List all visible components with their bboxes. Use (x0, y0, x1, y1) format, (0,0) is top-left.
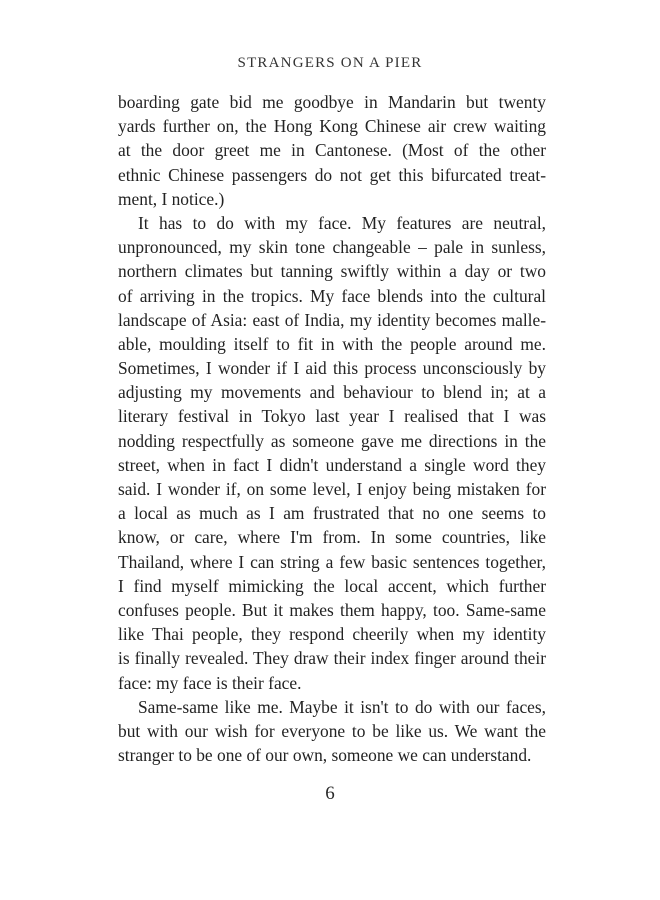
text-line: is finally revealed. They draw their index finger around their (118, 648, 546, 669)
paragraph (118, 211, 546, 695)
running-head: STRANGERS ON A PIER (237, 55, 423, 71)
paragraph (118, 695, 546, 768)
text-line: but with our wish for everyone to be like us. We want the (118, 720, 546, 741)
text-line: Thailand, where I can string a few basic sentences together, (118, 551, 546, 572)
text-line: landscape of Asia: east of India, my identity becomes malle- (118, 309, 546, 330)
text-line: nodding respectfully as someone gave me directions in the (118, 430, 546, 451)
text-line: northern climates but tanning swiftly within a day or two (118, 261, 546, 282)
text-line: said. I wonder if, on some level, I enjoy being mistaken for (118, 479, 546, 499)
text-line: face: my face is their face. (118, 672, 302, 693)
text-line: literary festival in Tokyo last year I realised that I was (118, 406, 546, 427)
paragraph (118, 90, 546, 211)
text-line: able, moulding itself to fit in with the people around me. (118, 333, 546, 354)
text-line: at the door greet me in Cantonese. (Most of the other (118, 140, 546, 161)
text-line: Same-same like me. Maybe it isn't to do with our faces, (138, 696, 546, 717)
text-line: ment, I notice.) (118, 188, 225, 209)
text-line: street, when in fact I didn't understand a single word they (118, 454, 546, 475)
page-number: 6 (325, 783, 335, 804)
text-line: yards further on, the Hong Kong Chinese air crew waiting (118, 116, 546, 137)
text-line: unpronounced, my skin tone changeable – pale in sunless, (118, 237, 546, 258)
text-line: like Thai people, they respond cheerily when my identity (118, 624, 546, 645)
text-line: stranger to be one of our own, someone we can understand. (118, 745, 532, 766)
text-line: boarding gate bid me goodbye in Mandarin but twenty (118, 92, 546, 112)
text-line: It has to do with my face. My features are neutral, (138, 212, 546, 233)
text-line: a local as much as I am frustrated that no one seems to (118, 503, 546, 524)
body-text (118, 90, 546, 767)
text-line: confuses people. But it makes them happy, too. Same-same (118, 599, 546, 620)
text-line: know, or care, where I'm from. In some countries, like (118, 527, 546, 548)
text-line: of arriving in the tropics. My face blends into the cultural (118, 285, 546, 306)
text-line: I find myself mimicking the local accent, which further (118, 575, 546, 596)
text-line: ethnic Chinese passengers do not get this bifurcated treat- (118, 164, 546, 185)
text-line: adjusting my movements and behaviour to blend in; at a (118, 382, 546, 403)
text-line: Sometimes, I wonder if I aid this process unconsciously by (118, 358, 546, 379)
